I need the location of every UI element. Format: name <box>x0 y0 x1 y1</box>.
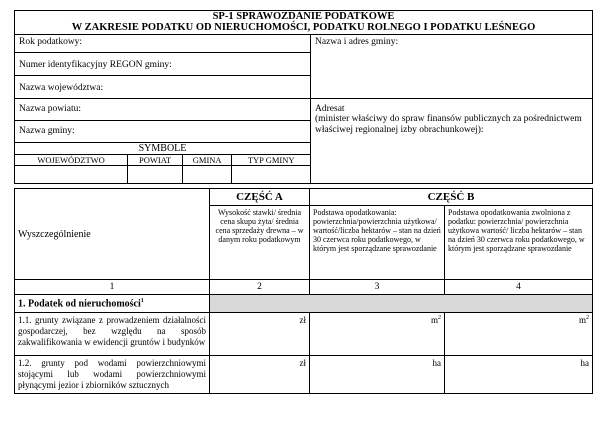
symbols-section <box>15 143 311 184</box>
gmina-label: Nazwa gminy: <box>19 126 75 136</box>
symbol-header-wojewodztwo: WOJEWÓDZTWO <box>15 155 128 166</box>
gmina-name-address-label: Nazwa i adres gminy: <box>315 37 399 47</box>
voivodeship-field[interactable] <box>15 76 311 99</box>
row-1-1-exempt-cell[interactable] <box>445 313 593 356</box>
addressee-field[interactable] <box>311 99 593 184</box>
unit-ha: ha <box>580 358 589 368</box>
specification-label: Wyszczególnienie <box>18 228 91 240</box>
column-number-4: 4 <box>445 280 593 295</box>
col2-description: Wysokość stawki/ średnia cena skupu żyta/ średnia cena sprzedaży drewna – w danym roku podatkowym <box>210 206 310 280</box>
form-header <box>14 10 593 35</box>
identification-table <box>14 34 593 184</box>
column-number-1: 1 <box>15 280 210 295</box>
regon-label: Numer identyfikacyjny REGON gminy: <box>19 60 172 70</box>
symbol-header-gmina: GMINA <box>182 155 231 166</box>
row-1-2-label: 1.2. grunty pod wodami powierzchniowymi stojącymi lub wodami powierzchniowymi płynącymi jezior i zbiorników sztucznych <box>15 356 210 394</box>
row-1-2-exempt-cell[interactable] <box>445 356 593 394</box>
symbols-title: SYMBOLE <box>15 143 310 155</box>
col3-description: Podstawa opodatkowania: powierzchnia/powierzchnia użytkowa/ wartość/liczba hektarów – stan na dzień 30 czerwca roku podatkowego, w którym jest sporządzane sprawozdanie <box>310 206 445 280</box>
symbol-value-typ-gminy[interactable] <box>232 166 310 183</box>
addressee-note: (minister właściwy do spraw finansów publicznych za pośrednictwem właściwej regionalnej izby obrachunkowej): <box>315 114 582 135</box>
section-1-title: 1. Podatek od nieruchomości$^1$ <box>15 295 210 313</box>
symbol-header-powiat: POWIAT <box>128 155 183 166</box>
row-1-2-base-cell[interactable] <box>310 356 445 394</box>
unit-ha: ha <box>432 358 441 368</box>
symbols-table <box>15 143 310 183</box>
section-1-footnote: 1 <box>140 297 144 304</box>
form-subtitle: W ZAKRESIE PODATKU OD NIERUCHOMOŚCI, PODATKU ROLNEGO I PODATKU LEŚNEGO <box>71 22 536 33</box>
gmina-name-address-field[interactable] <box>311 35 593 99</box>
gmina-field[interactable] <box>15 121 311 143</box>
tax-year-field[interactable] <box>15 35 311 53</box>
unit-m2: $m^2$ <box>430 315 441 325</box>
symbol-value-powiat[interactable] <box>128 166 183 183</box>
unit-zl: zł <box>299 358 306 368</box>
voivodeship-label: Nazwa województwa: <box>19 83 104 93</box>
row-1-1-label: 1.1. grunty związane z prowadzeniem działalności gospodarczej, bez względu na sposób zakwalifikowania w ewidencji gruntów i budynków <box>15 313 210 356</box>
section-1-shaded <box>210 295 593 313</box>
row-1-1-rate-cell[interactable] <box>210 313 310 356</box>
regon-field[interactable] <box>15 53 311 76</box>
row-1-1-base-cell[interactable] <box>310 313 445 356</box>
part-a-title: CZĘŚĆ A <box>210 189 310 206</box>
col4-description: Podstawa opodatkowania zwolniona z podatku: powierzchnia/ powierzchnia użytkowa wartość/ liczba hektarów – stan na dzień 30 czerwca roku podatkowego, w którym jest sporządzane sprawozdanie <box>445 206 593 280</box>
county-field[interactable] <box>15 99 311 121</box>
tax-year-label: Rok podatkowy: <box>19 37 83 47</box>
form-title: SP-1 SPRAWOZDANIE PODATKOWE <box>212 11 395 22</box>
tax-report-table <box>14 188 593 394</box>
addressee-label: Adresat <box>315 104 345 114</box>
unit-m2: $m^2$ <box>578 315 589 325</box>
symbol-value-gmina[interactable] <box>182 166 231 183</box>
symbol-value-wojewodztwo[interactable] <box>15 166 128 183</box>
row-1-2-rate-cell[interactable] <box>210 356 310 394</box>
column-number-2: 2 <box>210 280 310 295</box>
part-b-title: CZĘŚĆ B <box>310 189 593 206</box>
county-label: Nazwa powiatu: <box>19 104 81 114</box>
symbol-header-typ-gminy: TYP GMINY <box>232 155 310 166</box>
column-number-3: 3 <box>310 280 445 295</box>
row-header-cell <box>15 189 210 280</box>
unit-zl: zł <box>299 315 306 325</box>
